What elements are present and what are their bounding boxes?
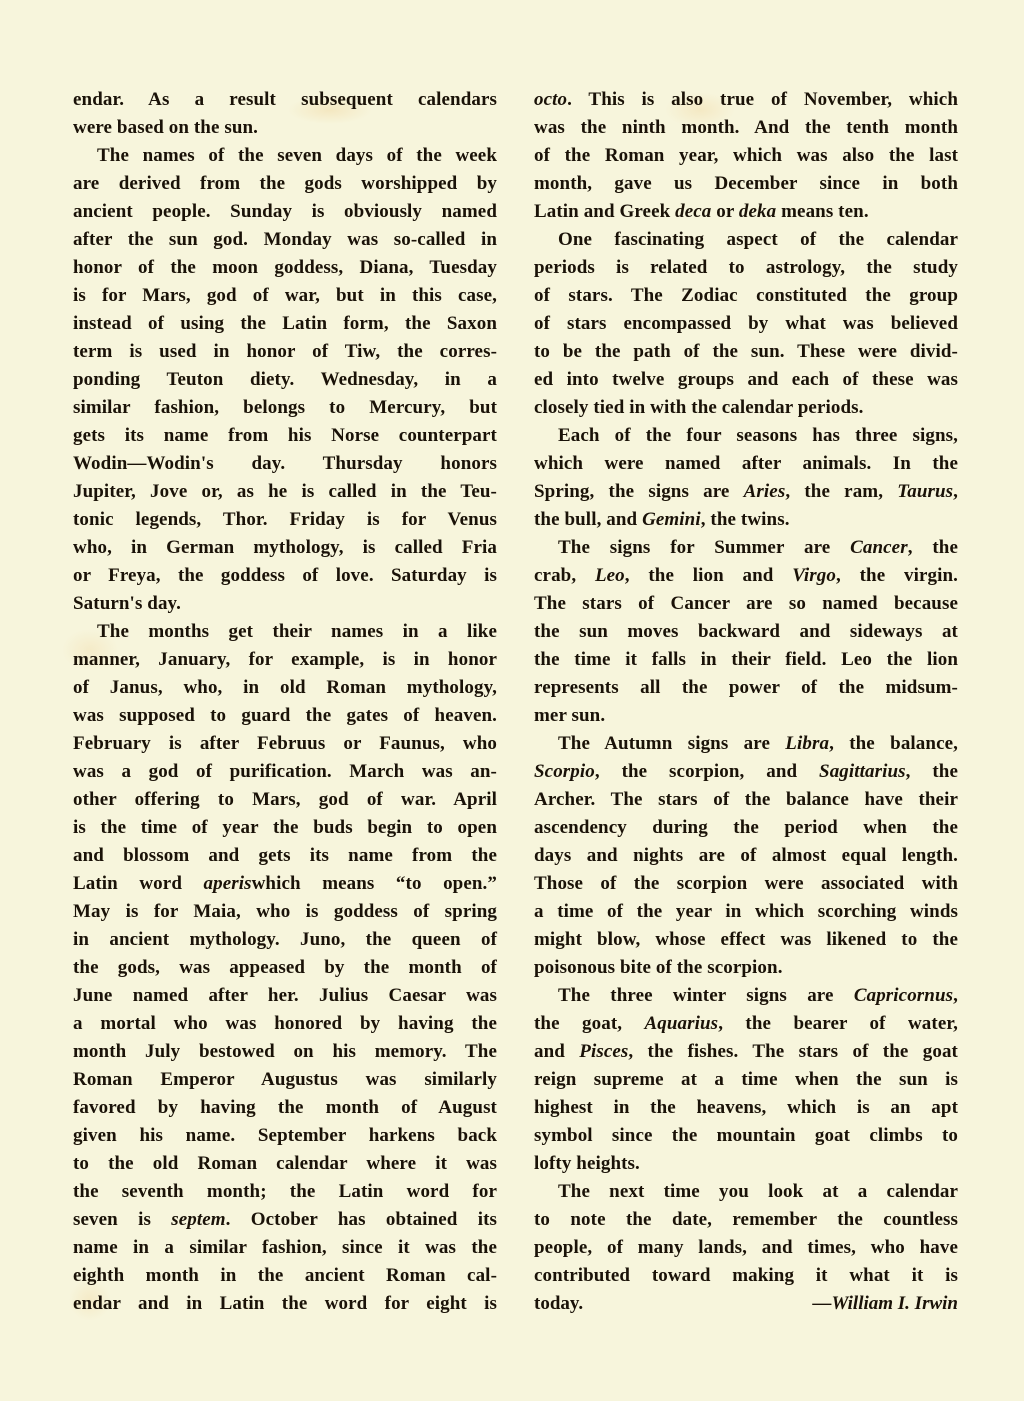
text-line — [534, 534, 958, 562]
closing-text: today. — [534, 1293, 584, 1314]
text-line — [534, 730, 958, 758]
italic-term: deca — [675, 201, 712, 222]
text-line: after the sun god. Monday was so-called in — [73, 229, 497, 250]
text-line: are derived from the gods worshipped by — [73, 173, 497, 194]
text-run: seven is — [73, 1209, 172, 1230]
text-run: and — [534, 1041, 580, 1062]
text-run: , the — [905, 761, 959, 782]
text-line: instead of using the Latin form, the Saxon — [73, 313, 497, 334]
text-line: might blow, whose effect was likened to the — [534, 929, 958, 950]
text-line: Each of the four seasons has three signs, — [558, 425, 958, 446]
text-line: other offering to Mars, god of war. April — [73, 789, 497, 810]
text-line: endar. As a result subsequent calendars — [73, 89, 497, 110]
text-line: who, in German mythology, is called Fria — [73, 537, 497, 558]
text-run: , — [953, 985, 958, 1006]
italic-term: Capricornus — [853, 985, 954, 1006]
text-run: Latin word — [73, 873, 204, 894]
text-line: tonic legends, Thor. Friday is for Venus — [73, 509, 497, 530]
text-line: of stars. The Zodiac constituted the group — [534, 285, 958, 306]
text-line: reign supreme at a time when the sun is — [534, 1069, 958, 1090]
text-line: of the Roman year, which was also the last — [534, 145, 958, 166]
text-run: crab, — [534, 565, 595, 586]
italic-term: Pisces — [579, 1041, 629, 1062]
text-line: similar fashion, belongs to Mercury, but — [73, 397, 497, 418]
italic-term: Libra — [785, 733, 830, 754]
text-line: to note the date, remember the countless — [534, 1209, 958, 1230]
text-line: Roman Emperor Augustus was similarly — [73, 1069, 497, 1090]
text-run: , the scorpion, and — [594, 761, 820, 782]
text-line: which were named after animals. In the — [534, 453, 958, 474]
text-run: , the bearer of water, — [718, 1013, 959, 1034]
italic-term: Scorpio — [534, 761, 595, 782]
text-line: days and nights are of almost equal length. — [534, 845, 958, 866]
text-line: May is for Maia, who is goddess of spring — [73, 901, 497, 922]
text-run: The three winter signs are — [558, 985, 854, 1006]
text-run: , the fishes. The stars of the goat — [628, 1041, 958, 1062]
left-column — [73, 86, 497, 1318]
text-line: highest in the heavens, which is an apt — [534, 1097, 958, 1118]
text-line: was supposed to guard the gates of heaven. — [73, 705, 497, 726]
text-line: contributed toward making it what it is — [534, 1265, 958, 1286]
italic-term: aperis — [203, 873, 252, 894]
text-run: which means “to open.” — [251, 873, 497, 894]
italic-term: Taurus — [897, 481, 954, 502]
text-line: was the ninth month. And the tenth month — [534, 117, 958, 138]
text-run: . October has obtained its — [225, 1209, 497, 1230]
text-line: Those of the scorpion were associated with — [534, 873, 958, 894]
text-line: in ancient mythology. Juno, the queen of — [73, 929, 497, 950]
text-line: favored by having the month of August — [73, 1097, 497, 1118]
text-line: the gods, was appeased by the month of — [73, 957, 497, 978]
text-line: Archer. The stars of the balance have their — [534, 789, 958, 810]
text-line: of Janus, who, in old Roman mythology, — [73, 677, 497, 698]
text-run: . This is also true of November, which — [567, 89, 958, 110]
text-run: or — [711, 201, 739, 222]
text-line: name in a similar fashion, since it was the — [73, 1237, 497, 1258]
text-run: , the virgin. — [836, 565, 958, 586]
text-line: people, of many lands, and times, who have — [534, 1237, 958, 1258]
text-line — [534, 758, 958, 786]
text-line: ascendency during the period when the — [534, 817, 958, 838]
text-line — [534, 198, 958, 226]
text-run: The signs for Summer are — [558, 537, 851, 558]
text-run: Latin and Greek — [534, 201, 676, 222]
text-line: to be the path of the sun. These were divid- — [534, 341, 958, 362]
text-line: month July bestowed on his memory. The — [73, 1041, 497, 1062]
text-line: were based on the sun. — [73, 117, 259, 138]
text-line: to the old Roman calendar where it was — [73, 1153, 497, 1174]
text-line: lofty heights. — [534, 1153, 640, 1174]
text-line: poisonous bite of the scorpion. — [534, 957, 783, 978]
text-line — [534, 982, 958, 1010]
text-run: , the balance, — [829, 733, 958, 754]
text-line: eighth month in the ancient Roman cal- — [73, 1265, 497, 1286]
text-line: gets its name from his Norse counterpart — [73, 425, 497, 446]
text-line — [534, 1038, 958, 1066]
text-line — [73, 870, 497, 898]
text-line: month, gave us December since in both — [534, 173, 958, 194]
text-line: a time of the year in which scorching winds — [534, 901, 958, 922]
text-run: , the ram, — [785, 481, 898, 502]
text-line: is the time of year the buds begin to open — [73, 817, 497, 838]
text-line — [73, 1206, 497, 1234]
text-line: a mortal who was honored by having the — [73, 1013, 497, 1034]
text-line: The names of the seven days of the week — [97, 145, 497, 166]
text-line: June named after her. Julius Caesar was — [73, 985, 497, 1006]
text-line: Wodin—Wodin's day. Thursday honors — [73, 453, 497, 474]
text-line: closely tied in with the calendar periods. — [534, 397, 864, 418]
text-line: Saturn's day. — [73, 593, 181, 614]
text-line: was a god of purification. March was an- — [73, 761, 497, 782]
text-line: and blossom and gets its name from the — [73, 845, 497, 866]
text-run: , the twins. — [700, 509, 790, 530]
text-line: mer sun. — [534, 705, 606, 726]
italic-term: Gemini — [642, 509, 701, 530]
italic-term: Sagittarius — [819, 761, 906, 782]
text-line: or Freya, the goddess of love. Saturday is — [73, 565, 497, 586]
italic-term: Aries — [743, 481, 786, 502]
text-line: symbol since the mountain goat climbs to — [534, 1125, 958, 1146]
text-run: , the lion and — [624, 565, 793, 586]
text-line: given his name. September harkens back — [73, 1125, 497, 1146]
text-line — [534, 1010, 958, 1038]
text-line: manner, January, for example, is in honor — [73, 649, 497, 670]
italic-term: septem — [171, 1209, 226, 1230]
text-line: the seventh month; the Latin word for — [73, 1181, 497, 1202]
italic-term: Leo — [594, 565, 625, 586]
text-run: the goat, — [534, 1013, 645, 1034]
text-line — [534, 562, 958, 590]
text-line — [534, 86, 958, 114]
text-line: Jupiter, Jove or, as he is called in the Teu- — [73, 481, 497, 502]
italic-term: Cancer — [850, 537, 908, 558]
text-line: the sun moves backward and sideways at — [534, 621, 958, 642]
text-run: means ten. — [776, 201, 869, 222]
text-run: , — [953, 481, 959, 502]
text-line: ancient people. Sunday is obviously named — [73, 201, 497, 222]
text-line: February is after Februus or Faunus, who — [73, 733, 497, 754]
text-line: is for Mars, god of war, but in this case, — [73, 285, 497, 306]
text-run: the bull, and — [534, 509, 643, 530]
text-line: term is used in honor of Tiw, the corres- — [73, 341, 497, 362]
text-line: honor of the moon goddess, Diana, Tuesday — [73, 257, 497, 278]
text-line: the time it falls in their field. Leo the lion — [534, 649, 958, 670]
text-line: endar and in Latin the word for eight is — [73, 1293, 497, 1314]
text-line: represents all the power of the midsum- — [534, 677, 958, 698]
text-line: The months get their names in a like — [97, 621, 497, 642]
text-line: ponding Teuton diety. Wednesday, in a — [73, 369, 497, 390]
text-run: , the — [907, 537, 959, 558]
text-line: of stars encompassed by what was believed — [534, 313, 958, 334]
closing-line — [534, 1290, 958, 1318]
italic-term: Virgo — [792, 565, 837, 586]
text-run: Spring, the signs are — [534, 481, 744, 502]
text-line — [534, 506, 958, 534]
text-line: One fascinating aspect of the calendar — [558, 229, 958, 250]
text-line: ed into twelve groups and each of these was — [534, 369, 958, 390]
text-line — [534, 478, 958, 506]
text-line: The stars of Cancer are so named because — [534, 593, 958, 614]
text-run: The Autumn signs are — [558, 733, 786, 754]
author-signature: —William I. Irwin — [812, 1293, 958, 1314]
italic-term: deka — [738, 201, 777, 222]
text-line: periods is related to astrology, the study — [534, 257, 958, 278]
italic-term: Aquarius — [644, 1013, 719, 1034]
right-column — [534, 86, 958, 1318]
italic-term: octo — [534, 89, 568, 110]
text-line: The next time you look at a calendar — [558, 1181, 958, 1202]
